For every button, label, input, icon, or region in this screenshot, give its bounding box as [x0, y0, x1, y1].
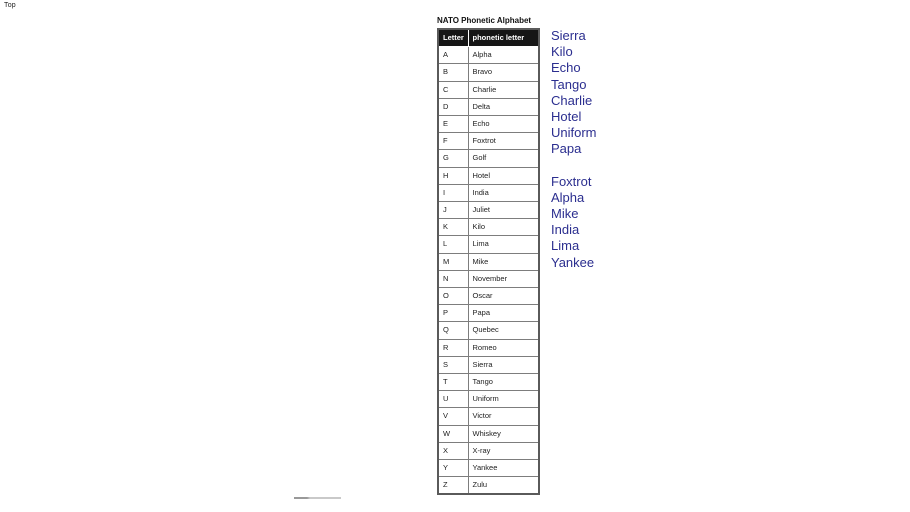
phonetic-cell: Quebec — [468, 322, 539, 339]
header-letter: Letter — [438, 29, 468, 47]
phonetic-cell: Foxtrot — [468, 133, 539, 150]
answer-item: Kilo — [551, 44, 573, 60]
letter-cell: S — [438, 356, 468, 373]
letter-cell: R — [438, 339, 468, 356]
answer-item: Alpha — [551, 189, 585, 205]
answer-item: Foxtrot — [551, 173, 592, 189]
letter-cell: L — [438, 236, 468, 253]
phonetic-cell: Sierra — [468, 356, 539, 373]
top-link[interactable]: Top — [4, 2, 16, 9]
letter-cell: P — [438, 305, 468, 322]
table-row — [438, 253, 539, 270]
letter-cell: X — [438, 442, 468, 459]
phonetic-cell: Echo — [468, 116, 539, 133]
table-row — [438, 374, 539, 391]
letter-cell: N — [438, 270, 468, 287]
phonetic-cell: Delta — [468, 98, 539, 115]
phonetic-cell: Golf — [468, 150, 539, 167]
letter-cell: W — [438, 425, 468, 442]
phonetic-cell: Charlie — [468, 81, 539, 98]
letter-cell: K — [438, 219, 468, 236]
table-title: NATO Phonetic Alphabet — [437, 16, 532, 25]
table-row — [438, 356, 539, 373]
table-header-row — [438, 29, 539, 47]
answer-list — [551, 28, 597, 271]
table-row — [438, 322, 539, 339]
table-row — [438, 47, 539, 64]
phonetic-cell: Zulu — [468, 477, 539, 495]
table-row — [438, 116, 539, 133]
table-row — [438, 425, 539, 442]
phonetic-cell: Kilo — [468, 219, 539, 236]
answer-item: Hotel — [551, 109, 582, 125]
phonetic-cell: X-ray — [468, 442, 539, 459]
answer-item: Mike — [551, 206, 579, 222]
phonetic-cell: Yankee — [468, 460, 539, 477]
table-row — [438, 442, 539, 459]
phonetic-cell: Mike — [468, 253, 539, 270]
table-row — [438, 202, 539, 219]
table-row — [438, 81, 539, 98]
phonetic-cell: Papa — [468, 305, 539, 322]
letter-cell: A — [438, 47, 468, 64]
letter-cell: T — [438, 374, 468, 391]
letter-cell: H — [438, 167, 468, 184]
letter-cell: O — [438, 288, 468, 305]
phonetic-cell: Oscar — [468, 288, 539, 305]
answer-group-1 — [551, 28, 597, 158]
letter-cell: V — [438, 408, 468, 425]
table-row — [438, 150, 539, 167]
table-row — [438, 477, 539, 495]
letter-cell: E — [438, 116, 468, 133]
letter-cell: Y — [438, 460, 468, 477]
phonetic-cell: Juliet — [468, 202, 539, 219]
answer-item: Yankee — [551, 254, 595, 270]
letter-cell: Q — [438, 322, 468, 339]
phonetic-cell: Tango — [468, 374, 539, 391]
table-row — [438, 184, 539, 201]
table-row — [438, 460, 539, 477]
header-phonetic-letter: phonetic letter — [468, 29, 539, 47]
letter-cell: I — [438, 184, 468, 201]
letter-cell: C — [438, 81, 468, 98]
table-row — [438, 236, 539, 253]
letter-cell: F — [438, 133, 468, 150]
answer-item: Uniform — [551, 125, 597, 141]
letter-cell: J — [438, 202, 468, 219]
table-row — [438, 219, 539, 236]
answer-item: Charlie — [551, 92, 593, 108]
table-row — [438, 305, 539, 322]
divider-line — [294, 497, 341, 499]
letter-cell: U — [438, 391, 468, 408]
table-row — [438, 270, 539, 287]
table-row — [438, 391, 539, 408]
table-row — [438, 288, 539, 305]
answer-group-2 — [551, 174, 597, 271]
phonetic-cell: Lima — [468, 236, 539, 253]
phonetic-table-section — [437, 16, 540, 495]
letter-cell: Z — [438, 477, 468, 495]
answer-item: Lima — [551, 238, 580, 254]
phonetic-cell: Alpha — [468, 47, 539, 64]
answer-item: Papa — [551, 141, 582, 157]
letter-cell: B — [438, 64, 468, 81]
table-row — [438, 98, 539, 115]
answer-item: Tango — [551, 76, 587, 92]
table-row — [438, 408, 539, 425]
phonetic-cell: Bravo — [468, 64, 539, 81]
phonetic-table-body — [438, 29, 539, 494]
table-row — [438, 133, 539, 150]
table-row — [438, 64, 539, 81]
table-row — [438, 167, 539, 184]
phonetic-cell: Whiskey — [468, 425, 539, 442]
phonetic-cell: November — [468, 270, 539, 287]
answer-item: India — [551, 222, 580, 238]
phonetic-cell: Victor — [468, 408, 539, 425]
phonetic-cell: Uniform — [468, 391, 539, 408]
answer-item: Sierra — [551, 28, 586, 43]
table-row — [438, 339, 539, 356]
letter-cell: D — [438, 98, 468, 115]
phonetic-table — [437, 28, 540, 495]
letter-cell: M — [438, 253, 468, 270]
phonetic-cell: Romeo — [468, 339, 539, 356]
phonetic-cell: India — [468, 184, 539, 201]
answer-item: Echo — [551, 60, 581, 76]
letter-cell: G — [438, 150, 468, 167]
phonetic-cell: Hotel — [468, 167, 539, 184]
